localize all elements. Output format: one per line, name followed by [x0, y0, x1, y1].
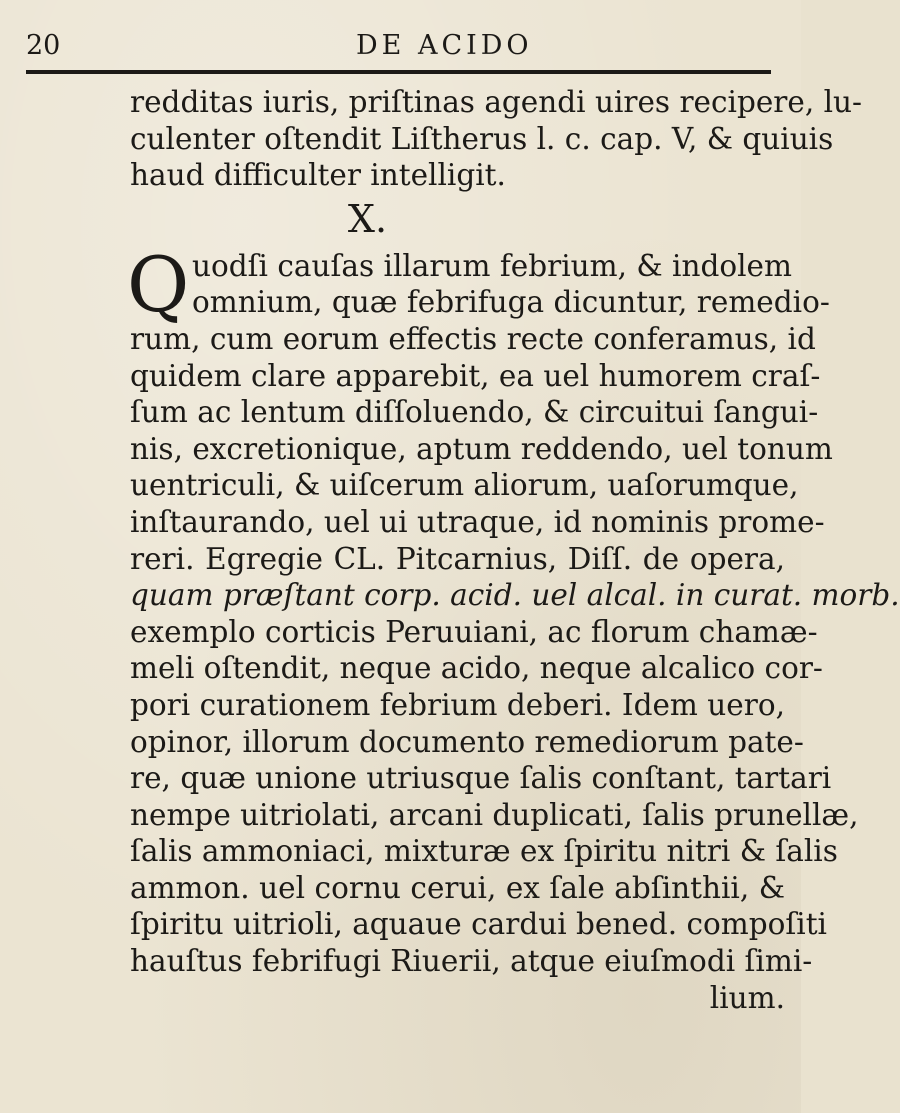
text-line: opinor, illorum documento remediorum pate- — [130, 724, 804, 759]
text-line: nis, excretionique, aptum reddendo, uel tonum — [130, 431, 833, 466]
text-line: re, quæ unione utriusque ſalis conſtant, tartari — [130, 761, 832, 796]
text-line: quam præſtant corp. acid. uel alcal. in curat. morb. — [130, 578, 900, 613]
page-number: 20 — [26, 30, 61, 61]
text-line: culenter oſtendit Liſtherus l. c. cap. V, & quiuis — [130, 121, 834, 156]
header-rule — [26, 70, 771, 74]
text-line: pori curationem febrium deberi. Idem uero, — [130, 687, 785, 722]
text-line: meli oſtendit, neque acido, neque alcalico cor- — [130, 651, 823, 686]
initial-paragraph-start — [127, 239, 830, 329]
body-text — [127, 84, 900, 1016]
drop-cap: Q — [127, 239, 190, 329]
text-line: hauſtus febrifugi Riuerii, atque eiuſmodi ſimi- — [130, 944, 813, 979]
text-line: haud difficulter intelligit. — [130, 158, 506, 193]
text-line: ſum ac lentum diſſoluendo, & circuitui ſangui- — [130, 395, 819, 430]
text-line: ſpiritu uitrioli, aquaue cardui bened. compoſiti — [130, 907, 827, 942]
text-line: exemplo corticis Peruuiani, ac florum chamæ- — [130, 614, 818, 649]
text-line: redditas iuris, priſtinas agendi uires recipere, lu- — [130, 85, 863, 119]
text-line: rum, cum eorum effectis recte conferamus, id — [130, 321, 816, 356]
text-line: quidem clare apparebit, ea uel humorem craſ- — [130, 358, 821, 393]
running-head: DE ACIDO — [356, 30, 533, 61]
text-line: lium. — [709, 980, 785, 1015]
text-line: ſalis ammoniaci, mixturæ ex ſpiritu nitri & ſalis — [130, 834, 838, 869]
page-header — [26, 26, 771, 76]
section-numeral: X. — [347, 196, 388, 241]
text-line: reri. Egregie CL. Pitcarnius, Diſſ. de opera, — [130, 541, 785, 576]
text-line: ammon. uel cornu cerui, ex ſale abſinthii, & — [130, 870, 785, 905]
text-line: inſtaurando, uel ui utraque, id nominis prome- — [130, 504, 825, 539]
text-line: omnium, quæ febrifuga dicuntur, remedio- — [192, 285, 830, 320]
text-line: uentriculi, & uiſcerum aliorum, uaſorumque, — [130, 468, 799, 503]
text-line: uodſi cauſas illarum febrium, & indolem — [192, 248, 792, 283]
text-line: nempe uitriolati, arcani duplicati, ſalis prunellæ, — [130, 797, 859, 832]
